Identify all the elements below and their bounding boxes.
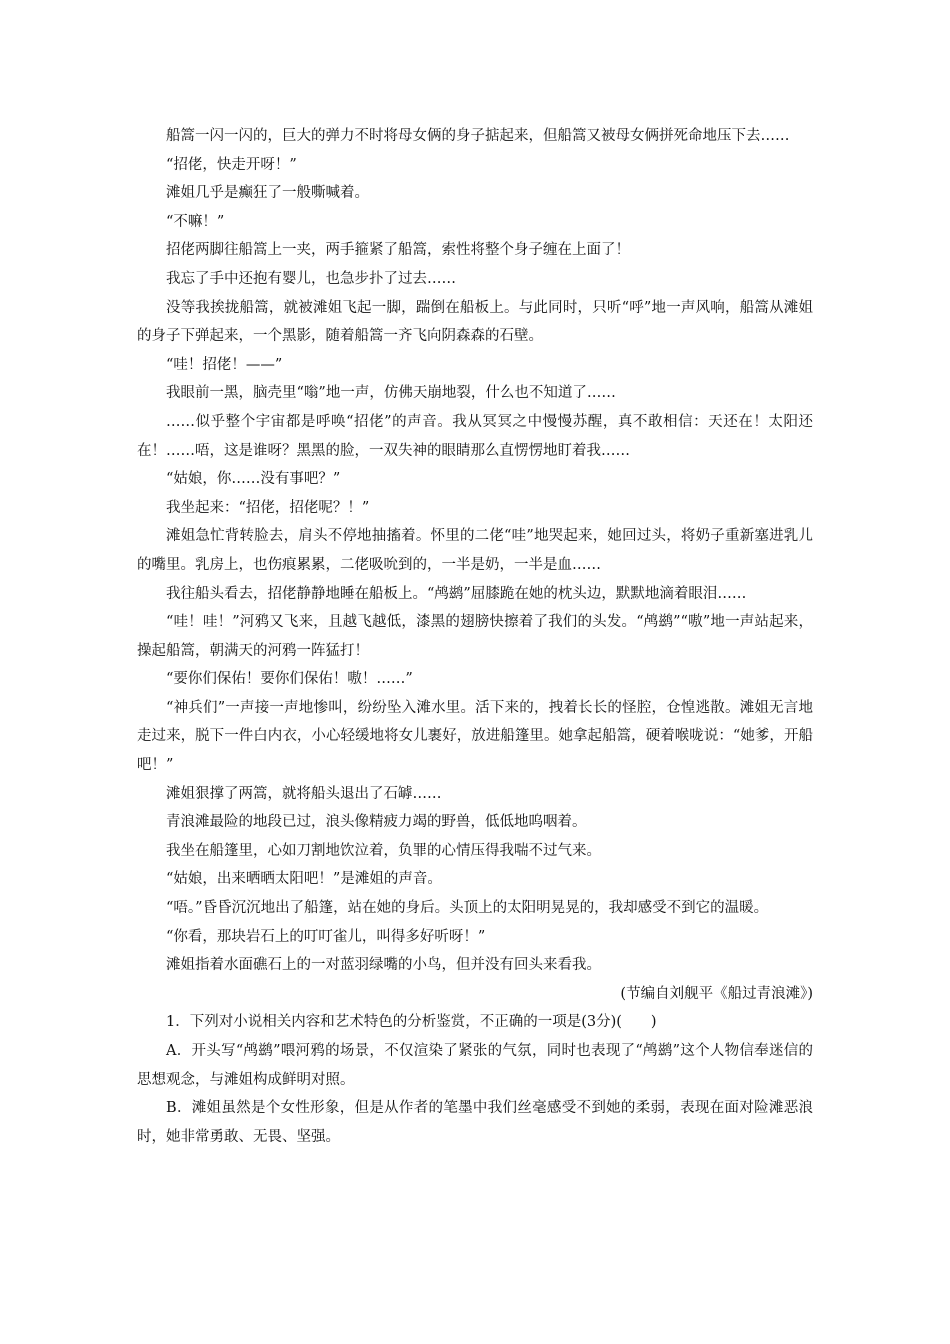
story-paragraph: 船篙一闪一闪的，巨大的弹力不时将母女俩的身子掂起来，但船篙又被母女俩拼死命地压下去…… (166, 128, 790, 144)
story-paragraph: 我眼前一黑，脑壳里“嗡”地一声，仿佛天崩地裂，什么也不知道了…… (166, 385, 616, 402)
story-paragraph: 我忘了手中还抱有婴儿，也急步扑了过去…… (166, 270, 456, 287)
story-paragraph: “招佬，快走开呀！” (166, 156, 297, 173)
story-paragraph: 我坐起来：“招佬，招佬呢？！” (166, 499, 370, 516)
story-paragraph: “姑娘，你……没有事吧？” (166, 471, 341, 488)
story-paragraph: 滩姐狠撑了两篙，就将船头退出了石罅…… (166, 785, 442, 802)
story-paragraph: “神兵们”一声接一声地惨叫，纷纷坠入滩水里。活下来的，拽着长长的怪腔，仓惶逃散。滩姐无言地走过来，脱下一件白内衣，小心轻缓地将女儿裹好，放进船篷里。她拿起船篙，硬着喉咙说：“她爹，开船吧！” (137, 699, 813, 774)
story-paragraph: “你看，那块岩石上的叮叮雀儿，叫得多好听呀！” (166, 928, 486, 945)
question-option-b: B．滩姐虽然是个女性形象，但是从作者的笔墨中我们丝毫感受不到她的柔弱，表现在面对险滩恶浪时，她非常勇敢、无畏、坚强。 (137, 1100, 813, 1145)
story-paragraph: “哇！哇！”河鸦又飞来，且越飞越低，漆黑的翅膀快擦着了我们的头发。“鸬鹚”“嗷”地一声站起来，操起船篙，朝满天的河鸦一阵猛打！ (137, 614, 813, 659)
story-paragraph: “不嘛！” (166, 213, 225, 230)
story-paragraph: “姑娘，出来晒晒太阳吧！”是滩姐的声音。 (166, 871, 442, 888)
story-paragraph: “要你们保佑！要你们保佑！嗷！……” (166, 671, 413, 688)
story-paragraph: 滩姐急忙背转脸去，肩头不停地抽搐着。怀里的二佬“哇”地哭起来，她回过头，将奶子重新塞进乳儿的嘴里。乳房上，也伤痕累累，二佬吸吮到的，一半是奶，一半是血…… (137, 528, 813, 573)
story-paragraph: “唔。”昏昏沉沉地出了船篷，站在她的身后。头顶上的太阳明晃晃的，我却感受不到它的温暖。 (166, 900, 769, 917)
story-paragraph: 我往船头看去，招佬静静地睡在船板上。“鸬鹚”屈膝跪在她的枕头边，默默地滴着眼泪…… (166, 585, 747, 602)
story-paragraph: 青浪滩最险的地段已过，浪头像精疲力竭的野兽，低低地呜咽着。 (166, 814, 587, 831)
story-paragraph: “哇！招佬！——” (166, 356, 283, 373)
story-paragraph: 我坐在船篷里，心如刀割地饮泣着，负罪的心情压得我喘不过气来。 (166, 842, 601, 859)
document-page (137, 122, 813, 1151)
story-paragraph: 招佬两脚往船篙上一夹，两手箍紧了船篙，索性将整个身子缠在上面了！ (166, 242, 630, 259)
question-option-a: A．开头写“鸬鹚”喂河鸦的场景，不仅渲染了紧张的气氛，同时也表现了“鸬鹚”这个人物信奉迷信的思想观念，与滩姐构成鲜明对照。 (137, 1043, 813, 1088)
story-paragraph: 滩姐几乎是癫狂了一般嘶喊着。 (166, 185, 369, 202)
source-citation: (节编自刘舰平《船过青浪滩》) (620, 985, 813, 1002)
story-paragraph: 滩姐指着水面礁石上的一对蓝羽绿嘴的小鸟，但并没有回头来看我。 (166, 957, 601, 974)
question-stem: 1．下列对小说相关内容和艺术特色的分析鉴赏，不正确的一项是(3分)( ) (166, 1014, 657, 1031)
story-paragraph: ……似乎整个宇宙都是呼唤“招佬”的声音。我从冥冥之中慢慢苏醒，真不敢相信：天还在！太阳还在！……唔，这是谁呀？黑黑的脸，一双失神的眼睛那么直愣愣地盯着我…… (137, 413, 813, 459)
story-paragraph: 没等我挨拢船篙，就被滩姐飞起一脚，踹倒在船板上。与此同时，只听“呼”地一声风响，船篙从滩姐的身子下弹起来，一个黑影，随着船篙一齐飞向阴森森的石壁。 (137, 299, 813, 345)
